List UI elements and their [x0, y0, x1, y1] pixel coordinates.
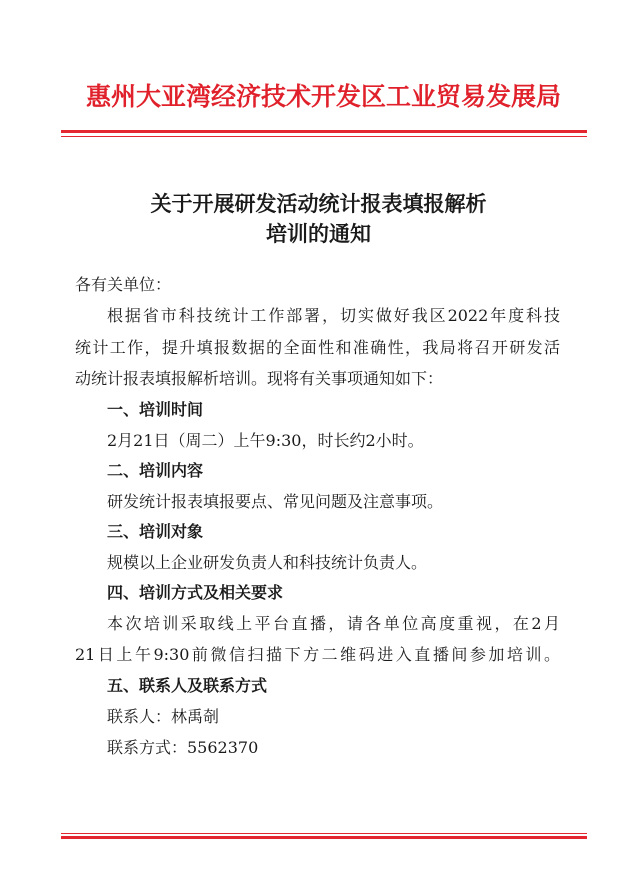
salutation: 各有关单位： — [75, 275, 172, 294]
header-rule-thick — [61, 130, 587, 133]
document-title-line2: 培训的通知 — [266, 221, 371, 246]
intro-line: 根据省市科技统计工作部署，切实做好我区2022年度科技 — [107, 306, 560, 325]
section-text: 2月21日（周二）上午9:30，时长约2小时。 — [107, 431, 424, 450]
footer-rule-thick — [61, 836, 587, 839]
section-text: 21日上午9:30前微信扫描下方二维码进入直播间参加培训。 — [75, 645, 560, 664]
document-title-line1: 关于开展研发活动统计报表填报解析 — [150, 191, 487, 216]
intro-line: 动统计报表填报解析培训。现将有关事项通知如下： — [75, 369, 444, 388]
section-text: 研发统计报表填报要点、常见问题及注意事项。 — [107, 492, 444, 511]
section-heading: 四、培训方式及相关要求 — [107, 583, 284, 602]
section-heading: 五、联系人及联系方式 — [107, 676, 268, 695]
section-heading: 一、培训时间 — [107, 400, 204, 419]
header-rule-thin — [61, 136, 587, 137]
contact-person: 联系人：林禹剞 — [107, 707, 220, 726]
section-text: 规模以上企业研发负责人和科技统计负责人。 — [107, 553, 428, 572]
issuer-header: 惠州大亚湾经济技术开发区工业贸易发展局 — [85, 82, 561, 111]
footer-rule-thin — [61, 833, 587, 834]
section-heading: 二、培训内容 — [107, 461, 204, 480]
section-heading: 三、培训对象 — [107, 522, 204, 541]
intro-line: 统计工作，提升填报数据的全面性和准确性，我局将召开研发活 — [75, 338, 560, 357]
contact-phone: 联系方式：5562370 — [107, 738, 259, 757]
section-text: 本次培训采取线上平台直播，请各单位高度重视，在2月 — [107, 614, 560, 633]
